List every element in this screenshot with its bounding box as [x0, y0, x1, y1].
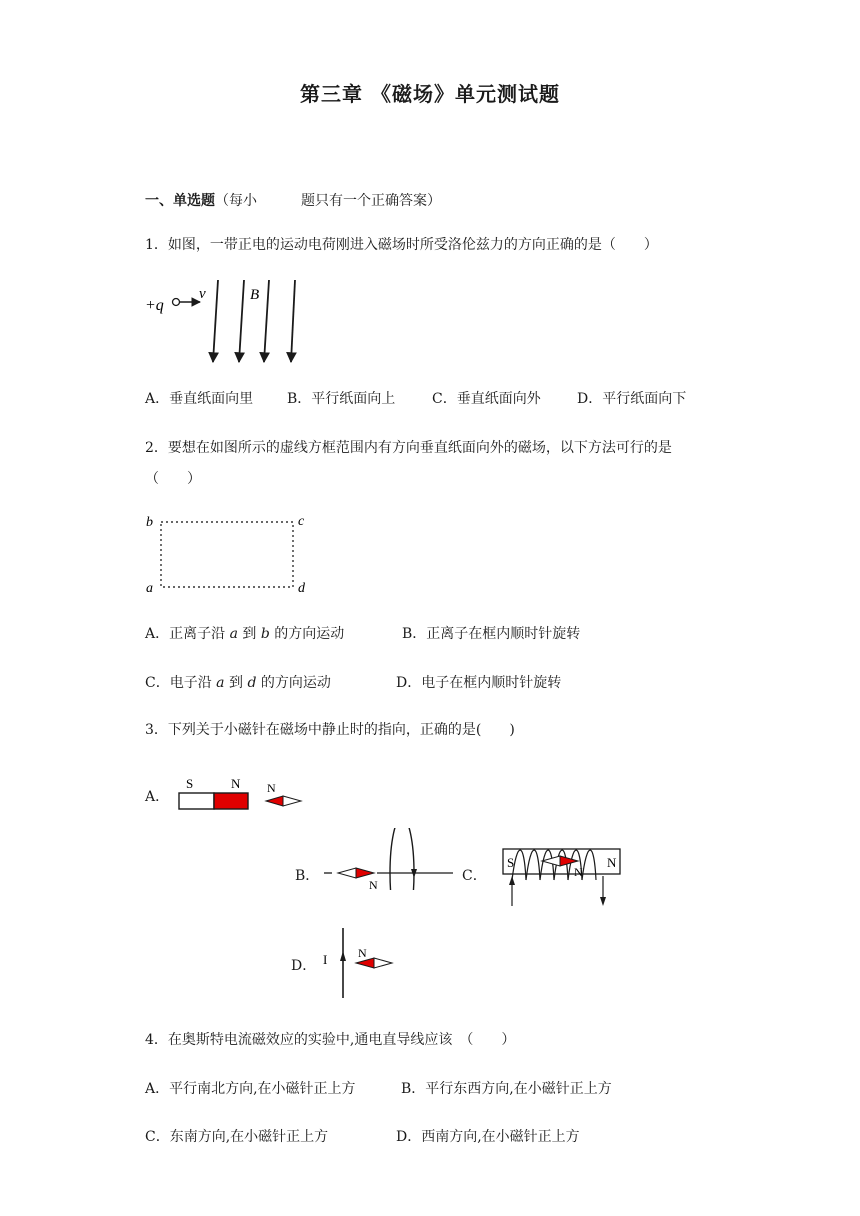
q2-option-d: D．电子在框内顺时针旋转 [396, 675, 562, 691]
section-heading [145, 190, 441, 210]
q2-option-c-var2: d [247, 675, 257, 691]
lead-in-arrow [509, 876, 515, 885]
solenoid-s-label: S [507, 855, 515, 870]
lead-out-arrow [600, 897, 606, 906]
needle-a-n-label: N [267, 781, 276, 795]
needle-a-north [266, 796, 283, 806]
field-line-2 [239, 280, 244, 362]
q2-option-c-var1: a [216, 675, 225, 691]
field-label: B [250, 287, 260, 303]
q2-stem-cont: （ ） [145, 471, 201, 487]
q3-figure-d [318, 926, 402, 1000]
q1-stem: 1．如图，一带正电的运动电荷刚进入磁场时所受洛伦兹力的方向正确的是（ ） [145, 237, 658, 253]
q2-option-c [145, 674, 331, 692]
bar-magnet-s-pole [179, 793, 214, 809]
page-title: 第三章 《磁场》单元测试题 [300, 82, 560, 106]
q1-option-b: B．平行纸面向上 [287, 391, 396, 407]
q2-option-b: B．正离子在框内顺时针旋转 [402, 626, 581, 642]
q2-option-a-text3: 的方向运动 [269, 626, 345, 642]
velocity-label: v [199, 286, 206, 302]
q3-label-a: A． [145, 789, 170, 805]
q1-figure [140, 276, 320, 371]
needle-d-south [374, 958, 392, 968]
q3-figure-b-lower [380, 828, 430, 890]
q3-figure-a [176, 772, 306, 814]
current-arrow [340, 951, 346, 961]
q4-option-a: A．平行南北方向,在小磁针正上方 [145, 1081, 356, 1097]
corner-b-label: b [146, 515, 153, 530]
q2-option-a-text1: A．正离子沿 [145, 626, 230, 642]
q3-label-d: D． [291, 958, 317, 974]
field-line-4 [291, 280, 295, 362]
q1-option-d: D．平行纸面向下 [577, 391, 687, 407]
q3-label-c: C． [462, 868, 487, 884]
section-note-a: （每小 [215, 193, 257, 209]
q2-option-a-text2: 到 [237, 626, 261, 642]
dashed-frame [161, 522, 293, 587]
q2-option-a-var2: b [260, 626, 270, 642]
corner-c-label: c [298, 514, 305, 529]
section-note-b: 题只有一个正确答案） [301, 193, 441, 209]
q3-figure-c [500, 842, 625, 908]
q1-option-c: C．垂直纸面向外 [432, 391, 541, 407]
q2-option-c-text2: 到 [224, 675, 248, 691]
q3-label-b: B． [295, 868, 320, 884]
q4-option-b: B．平行东西方向,在小磁针正上方 [401, 1081, 612, 1097]
bar-magnet-n-label: N [231, 776, 241, 791]
needle-b-n-label: N [369, 878, 378, 890]
q2-option-c-text1: C．电子沿 [145, 675, 217, 691]
q4-option-d: D．西南方向,在小磁针正上方 [396, 1129, 580, 1145]
field-line-1 [213, 280, 218, 362]
q2-stem: 2．要想在如图所示的虚线方框范围内有方向垂直纸面向外的磁场，以下方法可行的是 [145, 440, 672, 456]
q2-figure [140, 508, 320, 600]
needle-c-n-label: N [574, 865, 583, 879]
field-line-3 [264, 280, 269, 362]
corner-a-label: a [146, 581, 153, 596]
charge-dot [173, 299, 180, 306]
q3-stem: 3．下列关于小磁针在磁场中静止时的指向，正确的是( ) [145, 722, 515, 738]
charge-label: +q [145, 297, 164, 314]
q4-option-c: C．东南方向,在小磁针正上方 [145, 1129, 329, 1145]
solenoid-n-label: N [607, 855, 617, 870]
q2-option-a [145, 625, 344, 643]
corner-d-label: d [298, 581, 305, 596]
needle-b-north [356, 868, 374, 878]
q4-stem: 4．在奥斯特电流磁效应的实验中,通电直导线应该 （ ） [145, 1032, 516, 1048]
current-label: I [323, 952, 328, 967]
q2-option-c-text3: 的方向运动 [256, 675, 331, 691]
needle-d-n-label: N [358, 946, 367, 960]
needle-a-south [283, 796, 301, 806]
q1-option-a: A．垂直纸面向里 [145, 391, 254, 407]
bar-magnet-s-label: S [186, 776, 194, 791]
bar-magnet-n-pole [214, 793, 248, 809]
needle-b-south [338, 868, 356, 878]
q2-option-a-var1: a [229, 626, 238, 642]
section-label: 一、单选题 [145, 193, 215, 209]
